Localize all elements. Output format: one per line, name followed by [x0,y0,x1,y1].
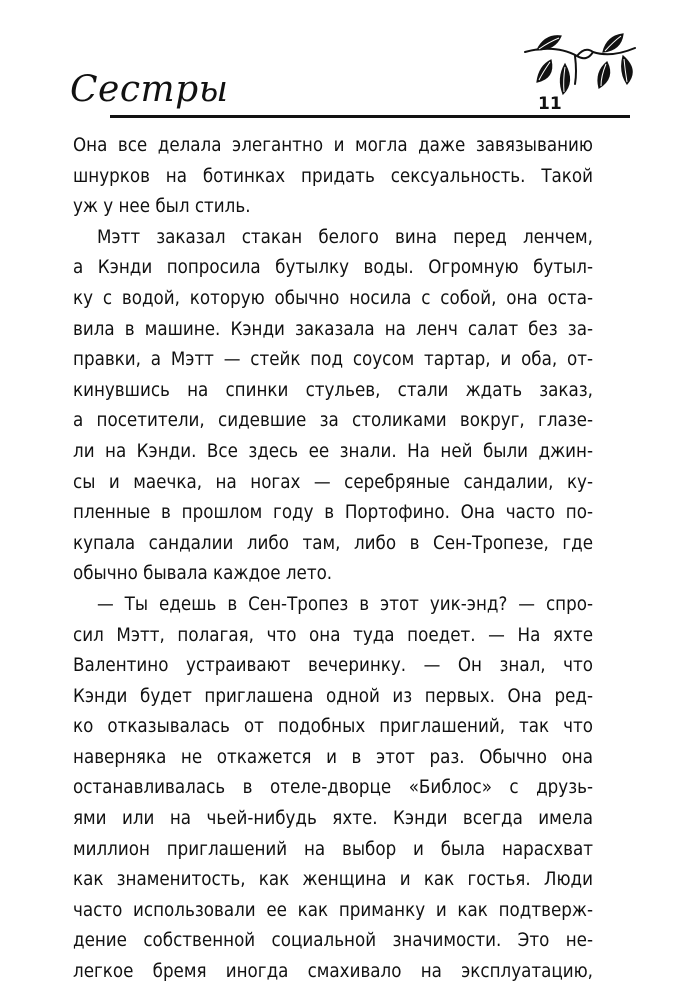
text-line: как знаменитость, как женщина и как гостья. Люди [73,869,593,891]
text-line: легкое бремя иногда смахивало на эксплуатацию, [73,961,593,983]
text-line: Мэтт заказал стакан белого вина перед ленчем, [97,226,593,248]
text-line: обычно бывала каждое лето. [73,563,333,585]
text-line: а посетители, сидевшие за столиками вокруг, глазе- [73,410,593,432]
text-line: Кэнди будет приглашена одной из первых. Она ред- [73,685,593,707]
text-line: а Кэнди попросила бутылку воды. Огромную бутыл- [73,257,593,279]
text-line: вила в машине. Кэнди заказала на ленч салат без за- [73,318,593,340]
text-line: купала сандалии либо там, либо в Сен-Тропезе, где [73,532,593,554]
text-line: сы и маечка, на ногах — серебряные сандалии, ку- [73,471,593,493]
text-line: наверняка не откажется и в этот раз. Обычно она [73,746,593,768]
text-line: миллион приглашений на выбор и была нарасхват [73,838,593,860]
text-line: ку с водой, которую обычно носила с собой, она оста- [73,287,593,309]
text-line: ли на Кэнди. Все здесь ее знали. На ней были джин- [73,440,593,462]
text-line: кинувшись на спинки стульев, стали ждать заказ, [73,379,593,401]
text-line: — Ты едешь в Сен-Тропез в этот уик-энд? — спро- [97,593,593,615]
text-line: Валентино устраивают вечеринку. — Он знал, что [73,655,593,677]
page-number: 11 [538,94,562,114]
leaves-branch-icon [515,22,643,110]
text-line: сил Мэтт, полагая, что она туда поедет. — На яхте [73,624,593,646]
text-line: часто использовали ее как приманку и как подтверж- [73,899,593,921]
body-text [73,131,593,988]
text-line: останавливалась в отеле-дворце «Библос» с друзь- [73,777,593,799]
running-title: Сестры [70,69,229,110]
text-line: уж у нее был стиль. [73,196,251,218]
text-line: пленные в прошлом году в Портофино. Она часто по- [73,502,593,524]
text-line: Она все делала элегантно и могла даже завязыванию [73,135,593,156]
text-line: ко отказывалась от подобных приглашений, так что [73,716,593,738]
text-line: дение собственной социальной значимости. Это не- [73,930,593,952]
header-rule [110,115,630,118]
text-line: правки, а Мэтт — стейк под соусом тартар, и оба, от- [73,349,593,371]
text-line: ями или на чьей-нибудь яхте. Кэнди всегда имела [73,808,593,830]
text-line: шнурков на ботинках придать сексуальность. Такой [73,165,593,187]
